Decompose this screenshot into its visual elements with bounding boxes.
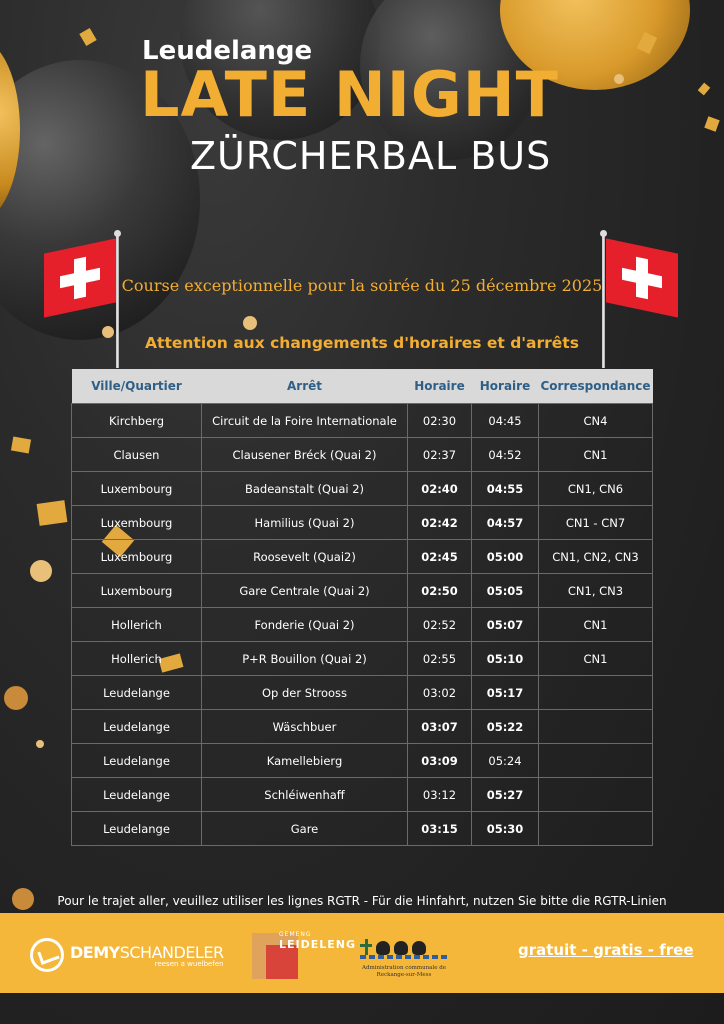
- table-cell: Gare Centrale (Quai 2): [202, 574, 408, 608]
- table-cell: 03:15: [408, 812, 472, 846]
- table-cell: 02:30: [408, 404, 472, 438]
- table-cell: P+R Bouillon (Quai 2): [202, 642, 408, 676]
- table-cell: CN1: [539, 608, 653, 642]
- table-cell: Gare: [202, 812, 408, 846]
- glitter-dot: [36, 740, 44, 748]
- table-cell: 05:30: [472, 812, 539, 846]
- table-cell: 05:07: [472, 608, 539, 642]
- confetti: [11, 437, 31, 454]
- table-cell: Luxembourg: [72, 506, 202, 540]
- table-cell: 03:09: [408, 744, 472, 778]
- table-row: [72, 812, 653, 846]
- glitter-dot: [30, 560, 52, 582]
- table-cell: Wäschbuer: [202, 710, 408, 744]
- column-header: Horaire: [408, 369, 472, 404]
- table-cell: 05:10: [472, 642, 539, 676]
- table-cell: Hamilius (Quai 2): [202, 506, 408, 540]
- reckange-crest-icon: [360, 927, 450, 987]
- table-cell: Clausen: [72, 438, 202, 472]
- table-row: [72, 506, 653, 540]
- table-cell: Hollerich: [72, 608, 202, 642]
- table-cell: 02:37: [408, 438, 472, 472]
- table-cell: Luxembourg: [72, 540, 202, 574]
- table-cell: [539, 710, 653, 744]
- table-cell: 02:50: [408, 574, 472, 608]
- column-header: Horaire: [472, 369, 539, 404]
- table-row: [72, 642, 653, 676]
- table-cell: CN1 - CN7: [539, 506, 653, 540]
- table-cell: Circuit de la Foire Internationale: [202, 404, 408, 438]
- table-cell: Kirchberg: [72, 404, 202, 438]
- table-cell: CN1: [539, 642, 653, 676]
- table-row: [72, 744, 653, 778]
- town-name: Leudelange: [142, 36, 313, 66]
- table-cell: Roosevelt (Quai2): [202, 540, 408, 574]
- table-row: [72, 472, 653, 506]
- table-row: [72, 574, 653, 608]
- timetable-header-row: [72, 369, 653, 404]
- table-row: [72, 778, 653, 812]
- demy-name-b: SCHANDELER: [119, 942, 224, 962]
- table-cell: 05:05: [472, 574, 539, 608]
- rgtr-note: Pour le trajet aller, veuillez utiliser les lignes RGTR - Für die Hinfahrt, nutzen Sie bitte die RGTR-Linien: [57, 894, 667, 908]
- page-title: LATE NIGHT: [140, 58, 559, 131]
- gemeng-small: GEMENG: [279, 931, 312, 938]
- table-cell: 04:57: [472, 506, 539, 540]
- table-cell: 05:00: [472, 540, 539, 574]
- table-cell: Leudelange: [72, 710, 202, 744]
- table-cell: Leudelange: [72, 812, 202, 846]
- table-cell: [539, 676, 653, 710]
- table-cell: 05:17: [472, 676, 539, 710]
- page-subtitle: ZÜRCHERBAL BUS: [190, 134, 552, 178]
- table-cell: Hollerich: [72, 642, 202, 676]
- table-cell: 03:07: [408, 710, 472, 744]
- demy-logo-mark: [30, 938, 64, 972]
- confetti: [704, 116, 719, 131]
- table-cell: CN1, CN6: [539, 472, 653, 506]
- table-cell: [539, 778, 653, 812]
- attention-text: Attention aux changements d'horaires et d'arrêts: [145, 334, 579, 352]
- column-header: Ville/Quartier: [72, 369, 202, 404]
- table-row: [72, 404, 653, 438]
- table-cell: 05:22: [472, 710, 539, 744]
- table-row: [72, 710, 653, 744]
- column-header: Arrêt: [202, 369, 408, 404]
- gemeng-name: LEIDELENG: [279, 938, 357, 951]
- table-cell: [539, 812, 653, 846]
- table-cell: 04:55: [472, 472, 539, 506]
- table-cell: 02:45: [408, 540, 472, 574]
- table-row: [72, 540, 653, 574]
- confetti: [698, 83, 711, 96]
- table-cell: Luxembourg: [72, 472, 202, 506]
- table-cell: Leudelange: [72, 676, 202, 710]
- footer-bar: [0, 913, 724, 993]
- table-cell: CN1, CN2, CN3: [539, 540, 653, 574]
- table-row: [72, 608, 653, 642]
- timetable-body: [72, 404, 653, 846]
- demy-name-a: DEMY: [70, 942, 120, 962]
- table-cell: [539, 744, 653, 778]
- table-cell: 02:55: [408, 642, 472, 676]
- table-row: [72, 676, 653, 710]
- table-cell: 03:12: [408, 778, 472, 812]
- event-date-text: Course exceptionnelle pour la soirée du 25 décembre 2025: [121, 276, 603, 295]
- table-cell: Kamellebierg: [202, 744, 408, 778]
- free-link[interactable]: gratuit - gratis - free: [518, 941, 694, 959]
- table-cell: CN1, CN3: [539, 574, 653, 608]
- table-cell: CN4: [539, 404, 653, 438]
- column-header: Correspondance: [539, 369, 653, 404]
- table-cell: CN1: [539, 438, 653, 472]
- confetti: [79, 28, 96, 46]
- table-cell: 02:52: [408, 608, 472, 642]
- demy-schandeler-logo-icon: [30, 935, 224, 975]
- table-cell: Luxembourg: [72, 574, 202, 608]
- gemeng-text: [279, 931, 356, 951]
- table-cell: 04:52: [472, 438, 539, 472]
- glitter-dot: [4, 686, 28, 710]
- confetti: [37, 500, 68, 526]
- table-cell: 04:45: [472, 404, 539, 438]
- table-cell: Leudelange: [72, 778, 202, 812]
- table-cell: 02:40: [408, 472, 472, 506]
- table-cell: 05:27: [472, 778, 539, 812]
- table-cell: Leudelange: [72, 744, 202, 778]
- table-cell: Clausener Bréck (Quai 2): [202, 438, 408, 472]
- reckange-text: Administration communale de Reckange-sur-Mess: [361, 965, 446, 978]
- table-cell: Fonderie (Quai 2): [202, 608, 408, 642]
- glitter-dot: [243, 316, 257, 330]
- table-cell: 02:42: [408, 506, 472, 540]
- glitter-dot: [614, 74, 624, 84]
- table-cell: Schléiwenhaff: [202, 778, 408, 812]
- table-cell: Badeanstalt (Quai 2): [202, 472, 408, 506]
- demy-tagline: reesen a wuelbefen: [154, 959, 224, 968]
- table-row: [72, 438, 653, 472]
- timetable: [71, 369, 653, 846]
- table-cell: Op der Strooss: [202, 676, 408, 710]
- table-cell: 05:24: [472, 744, 539, 778]
- table-cell: 03:02: [408, 676, 472, 710]
